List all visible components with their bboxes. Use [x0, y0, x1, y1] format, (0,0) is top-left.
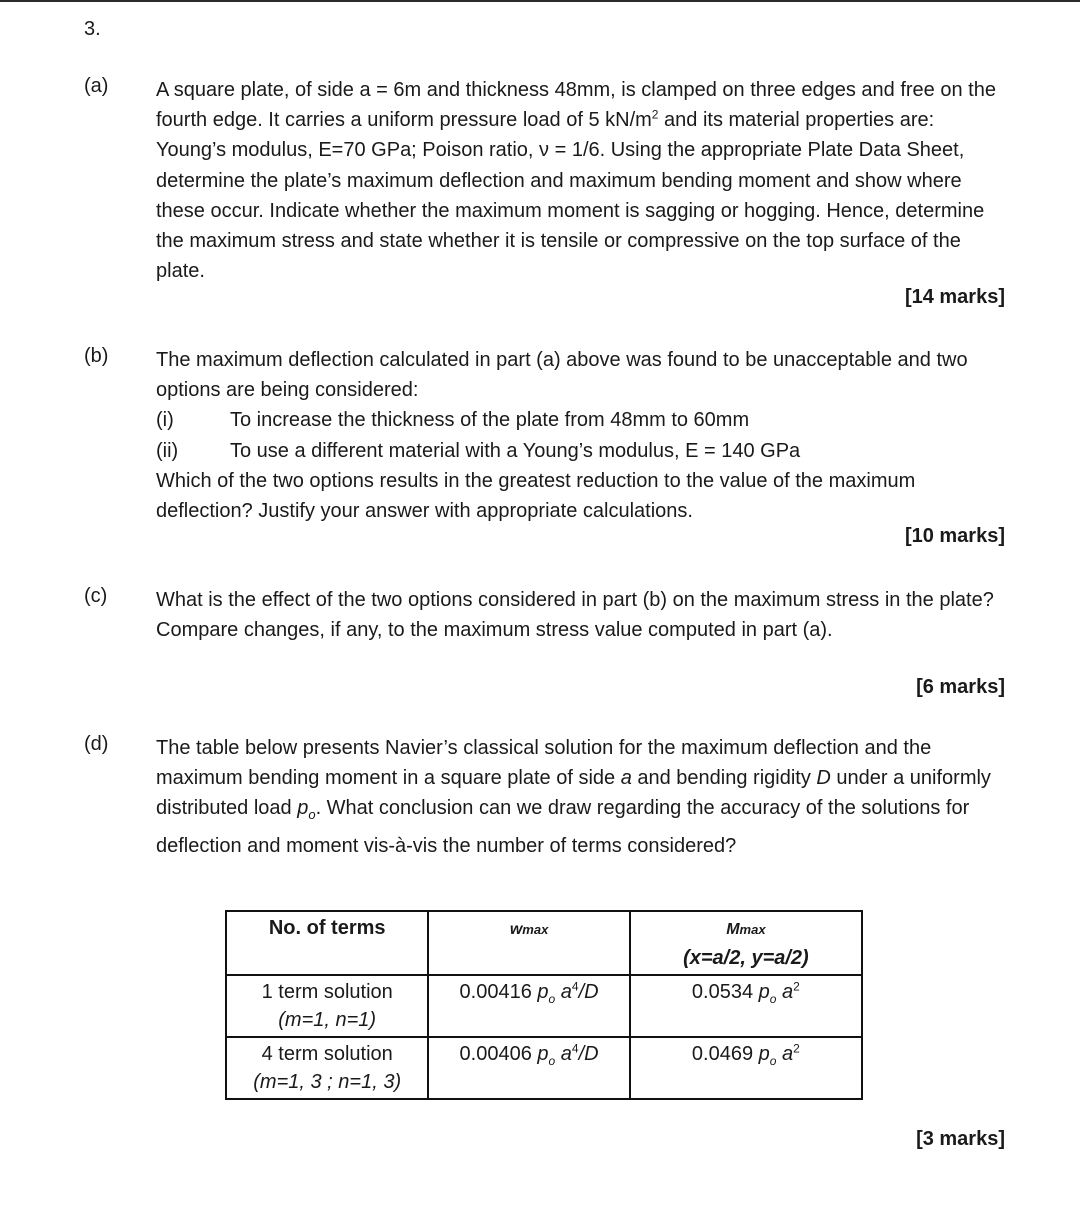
part-d-text [156, 733, 1006, 861]
part-c-text: What is the effect of the two options considered in part (b) on the maximum stress in the plate? Compare changes, if any, to the maximum stress value computed in part (a). [156, 589, 994, 642]
row-2-w-coef: 0.00406 [459, 1043, 532, 1065]
part-d-label: (d) [84, 733, 109, 755]
row-2-w-tail: /D [578, 1043, 599, 1065]
row-2-w-p: p [537, 1043, 549, 1065]
row-1-wmax [428, 975, 629, 1037]
header-w-subscript: max [522, 922, 549, 937]
part-b-text [156, 345, 1006, 526]
row-1-terms [226, 975, 428, 1037]
row-1-w-tail: /D [578, 981, 599, 1003]
question-number: 3. [84, 18, 101, 40]
row-2-m-coef: 0.0469 [691, 1043, 754, 1065]
part-c-label: (c) [84, 585, 108, 607]
row-1-w-coef: 0.00416 [459, 981, 532, 1003]
header-m-location: (x=a/2, y=a/2) [683, 947, 809, 969]
part-b-option-1 [156, 405, 1006, 435]
row-1-mmax [630, 975, 862, 1037]
row-2-w-exp: 4 [571, 1041, 579, 1056]
table-header-row [226, 911, 862, 975]
option-2-label: (ii) [156, 439, 179, 462]
header-mmax [630, 911, 862, 975]
row-2-m-exp: 2 [793, 1041, 800, 1056]
row-1-terms-label: 1 term solution [261, 981, 393, 1003]
row-1-w-exp: 4 [571, 979, 579, 994]
row-1-m-psub: o [769, 992, 777, 1006]
symbol-p-sub: o [308, 807, 316, 823]
part-d-text-3: under a uniformly distributed load [156, 767, 991, 820]
row-2-w-a: a [560, 1043, 572, 1065]
part-b-marks: [10 marks] [904, 525, 1005, 547]
option-1-label: (i) [156, 409, 174, 432]
row-2-m-a: a [782, 1043, 794, 1065]
row-1-w-a: a [560, 981, 572, 1003]
row-1-terms-detail: (m=1, n=1) [278, 1009, 377, 1031]
part-b-intro: The maximum deflection calculated in part (a) above was found to be unacceptable and two options are being considered: [156, 349, 968, 402]
row-1-m-coef: 0.0534 [691, 981, 754, 1003]
row-1-m-p: p [758, 981, 770, 1003]
part-d-text-4: . What conclusion can we draw regarding the accuracy of the solutions for deflection and moment vis-à-vis the number of terms considered? [156, 797, 970, 857]
table-row [226, 1037, 862, 1099]
row-1-w-p: p [537, 981, 549, 1003]
part-a-label: (a) [84, 75, 109, 97]
part-b-option-2 [156, 436, 1006, 466]
part-d-text-1: The table below presents Navier’s classical solution for the maximum deflection and the maximum bending moment in a square plate of side [156, 737, 932, 790]
symbol-a: a [620, 767, 632, 790]
part-d-marks: [3 marks] [916, 1128, 1005, 1150]
row-2-m-psub: o [769, 1054, 777, 1068]
row-2-terms-detail: (m=1, 3 ; n=1, 3) [253, 1071, 402, 1093]
row-2-terms-label: 4 term solution [261, 1043, 393, 1065]
part-a-text-1: A square plate, of side a = 6m and thickness 48mm, is clamped on three edges and free on the fourth edge. It carries a uniform pressure load of 5 kN/m [156, 79, 996, 132]
row-1-m-exp: 2 [793, 979, 800, 994]
part-d-text-2: and bending rigidity [631, 767, 817, 790]
part-a-text [156, 75, 1006, 286]
header-wmax [428, 911, 629, 975]
part-a-superscript: 2 [651, 107, 659, 122]
symbol-p: p [297, 797, 309, 820]
row-2-wmax [428, 1037, 629, 1099]
header-no-of-terms: No. of terms [226, 911, 428, 975]
row-1-m-a: a [782, 981, 794, 1003]
part-a-marks: [14 marks] [904, 286, 1005, 308]
part-b-label: (b) [84, 345, 109, 367]
row-2-terms [226, 1037, 428, 1099]
part-a-text-2: and its material properties are: Young’s modulus, E=70 GPa; Poison ratio, ν = 1/6. Using the appropriate Plate Data Sheet, determine the plate’s maximum deflection and maximum bending moment and show where these occur. Indicate whether the maximum moment is sagging or hogging. Hence, determine the maximum stress and state whether it is tensile or compressive on the top surface of the plate. [156, 109, 985, 283]
part-b-question: Which of the two options results in the greatest reduction to the value of the maximum deflection? Justify your answer with appropriate calculations. [156, 469, 916, 523]
symbol-d: D [816, 767, 831, 790]
row-2-mmax [630, 1037, 862, 1099]
row-1-w-psub: o [548, 992, 556, 1006]
option-2-text: To use a different material with a Young’s modulus, E = 140 GPa [230, 439, 801, 462]
part-c-marks: [6 marks] [916, 676, 1005, 698]
row-2-w-psub: o [548, 1054, 556, 1068]
table-row [226, 975, 862, 1037]
top-border-line [0, 0, 1080, 2]
header-m-subscript: max [739, 922, 766, 937]
header-m-symbol: M [726, 921, 740, 938]
navier-solution-table [225, 910, 863, 1100]
row-2-m-p: p [758, 1043, 770, 1065]
header-w-symbol: w [509, 921, 523, 938]
option-1-text: To increase the thickness of the plate from 48mm to 60mm [230, 409, 750, 432]
